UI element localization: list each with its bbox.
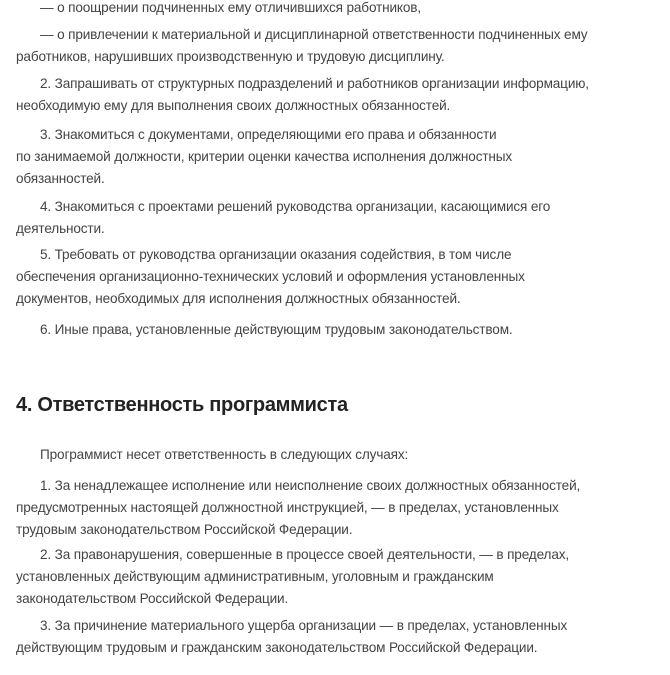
text-line: необходимую ему для выполнения своих должностных обязанностей. (16, 98, 451, 113)
text-line: — о поощрении подчиненных ему отличившихся работников, (40, 0, 421, 15)
text-line: Программист несет ответственность в следующих случаях: (40, 447, 409, 462)
text-line: 3. За причинение материального ущерба организации — в пределах, установленных (40, 618, 568, 633)
text-line: 6. Иные права, установленные действующим трудовым законодательством. (40, 322, 513, 337)
text-line: 2. Запрашивать от структурных подразделений и работников организации информацию, (40, 76, 589, 91)
text-line: обязанностей. (16, 171, 105, 186)
responsibility-paragraph-1 (16, 475, 666, 541)
responsibility-paragraph-2 (16, 544, 666, 610)
text-line: 1. За ненадлежащее исполнение или неисполнение своих должностных обязанностей, (40, 478, 581, 493)
text-line: обеспечения организационно-технических условий и оформления установленных (16, 269, 525, 284)
text-line: 2. За правонарушения, совершенные в процессе своей деятельности, — в пределах, (40, 547, 570, 562)
rights-paragraph-7 (16, 319, 666, 341)
text-line: по занимаемой должности, критерии оценки качества исполнения должностных (16, 149, 513, 164)
rights-paragraph-4 (16, 124, 666, 190)
text-line: 3. Знакомиться с документами, определяющими его права и обязанности (40, 127, 497, 142)
rights-paragraph-1 (16, 0, 666, 19)
text-line: предусмотренных настоящей должностной инструкцией, — в пределах, установленных (16, 500, 559, 515)
rights-paragraph-3 (16, 73, 666, 117)
responsibility-paragraph-3 (16, 615, 666, 659)
rights-paragraph-2 (16, 24, 666, 68)
rights-paragraph-6 (16, 244, 666, 310)
text-line: — о привлечении к материальной и дисциплинарной ответственности подчиненных ему (40, 27, 588, 42)
text-line: деятельности. (16, 221, 105, 236)
text-line: трудовым законодательством Российской Федерации. (16, 522, 353, 537)
text-line: законодательством Российской Федерации. (16, 591, 289, 606)
section-heading: 4. Ответственность программиста (16, 394, 348, 416)
text-line: действующим трудовым и гражданским законодательством Российской Федерации. (16, 640, 538, 655)
text-line: установленных действующим административным, уголовным и гражданским (16, 569, 494, 584)
rights-paragraph-5 (16, 196, 666, 240)
text-line: работников, нарушивших производственную и трудовую дисциплину. (16, 49, 445, 64)
responsibility-intro (16, 444, 666, 466)
text-line: 4. Знакомиться с проектами решений руководства организации, касающимися его (40, 199, 551, 214)
text-line: документов, необходимых для исполнения должностных обязанностей. (16, 291, 461, 306)
text-line: 5. Требовать от руководства организации оказания содействия, в том числе (40, 247, 512, 262)
